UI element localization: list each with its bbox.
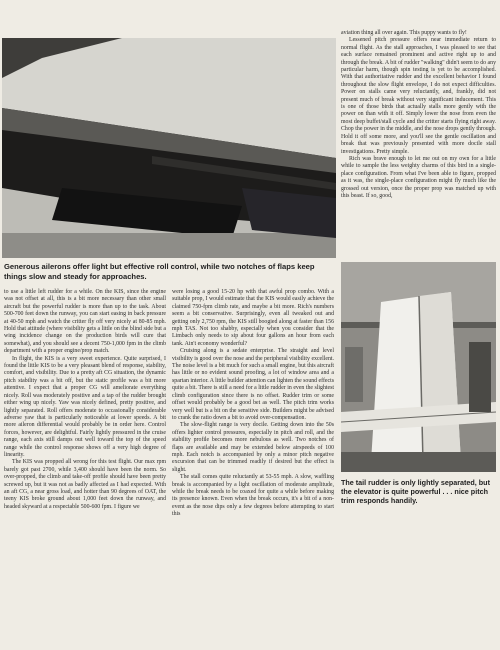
- wing-photo-graphic: [2, 38, 336, 258]
- article-column-1: [4, 289, 166, 511]
- article-column-2: [172, 289, 334, 519]
- paragraph: were losing a good 15-20 hp with that awful prop combo. With a suitable prop, I would estimate that the KIS would easily achieve the claimed 750-fpm climb rate, and maybe a bit more. Rich's numbers seem a bit conservative. Surprisingly, even all tweaked out and getting only 2,750 rpm, the KIS still boogied along at faster than 156 mph TAS. Not too shabby, especially when you consider that the Limbach only needs to sip about four gallons an hour from each tank. Ain't economy wonderful?: [172, 289, 334, 347]
- photo-caption-right: The tail rudder is only lightly separated, but the elevator is quite powerful . . . nice pitch trim responds handily.: [341, 478, 490, 506]
- paragraph: The stall comes quite reluctantly at 53-55 mph. A slow, waffling break is accompanied by a light oscillation of moderate amplitude, while the break needs to be coaxed for quite a while before making its presence known. Even when the break occurs, it's a bit of a non-event as the nose dips only a few degrees before attempting to start this: [172, 474, 334, 518]
- paragraph: Rich was brave enough to let me out on my own for a little while to sample the less weighty charms of this bird in a single-place configuration. From what I've been able to figure, propped as it was, the single-place configuration might fly much like the grossed out version, once the proper prop was matched up with this beast. If so, good,: [341, 155, 496, 199]
- paragraph: The KIS was propped all wrong for this test flight. Our max rpm barely got past 2700, while 3,400 should have been the norm. So over-propped, the climb and take-off profile should have been pretty screwed up, but it was not as badly affected as I had expected. With an aft CG, a near gross load, and hotter than 90 degrees of OAT, the teeny KIS broke ground about 1,000 feet down the runway, and headed skyward at a respectable 500-600 fpm. I figure we: [4, 459, 166, 510]
- photo-caption-top: Generous ailerons offer light but effective roll control, while two notches of flaps keep things slow and steady for approaches.: [4, 262, 315, 281]
- wing-aileron-photo: [2, 38, 336, 258]
- paragraph: The slow-flight range is very docile. Getting down into the 50s offers lighter control pressures, especially in pitch and roll, and the stability profile becomes more nebulous as well. Two notches of flaps are available and may be extended below airspeeds of 100 mph. Each notch is accompanied by only a minor pitch negative excursion that can be trimmed readily if desired but the effect is slight.: [172, 422, 334, 473]
- paragraph: Lessened pitch pressure offers near immediate return to normal flight. As the stall approaches, I was pleased to see that each surface remained prominent and active right up to and through the break. A bit of rudder "walking" didn't seem to do any particular harm, though spin testing is yet to be accomplished. With that authoritative rudder and the excellent behavior I found throughout the slow flight envelope, I do not expect difficulties. Power on stalls came very reluctantly, and, frankly, did not present much of break without very significant inducement. This is one of those birds that actually stalls more gently with the power on than with it off. Simply lower the nose from even the most deep buffet/stall cycle and the critter starts flying right away. Chop the power in the middle, and the nose drops gently through. Hold it off some more, and you'll see the gentle oscillation and break that was previously presented with more docile stall investigations. Pretty simple.: [341, 37, 496, 155]
- paragraph: Cruising along is a sedate enterprise. The straight and level visibility is good over the nose and the peripheral visibility excellent. The noise level is a bit much for such a small engine, but this aircraft has little or no evident sound proofing, a lot of window area and a spartan interior. A little builder attention can lighten the sound effects quite a bit. There is still a need for a little rudder in even the slightest climb configuration since there is no offset. Rudder trim or some offset would probably be a good bet as well. The pitch trim works very well but is a bit on the sensitive side. Builders might be advised to crank the ratio down a bit to avoid over-compensation.: [172, 348, 335, 421]
- paragraph: aviation thing all over again. This puppy wants to fly!: [341, 30, 467, 36]
- article-column-3: [341, 30, 496, 200]
- tail-rudder-photo: [341, 262, 496, 472]
- tail-photo-graphic: [341, 262, 496, 472]
- paragraph: to use a little left rudder for a while. On the KIS, since the engine was not offset at all, this is a bit more necessary than other small aircraft but the powerful rudder is more than up to the task. About 500-700 feet down the runway, you can start easing in back pressure at 40-50 mph and watch the critter fly off very nicely at 80-85 mph. Hold that attitude (where visibility gets a little on the blind side but a wing incidence change on the production birds will cure that somewhat), and you should see a decent 750-1,000 fpm in the climb department with a proper engine/prop match.: [4, 289, 166, 355]
- paragraph: In flight, the KIS is a very sweet experience. Quite surprised, I found the little KIS to be a very pleasant blend of response, stability, comfort, and visibility. Due to a pretty aft CG situation, the dynamic pitch stability was a bit off, but the static profile was a bit more attentive. I expect that a proper CG will ameliorate everything nicely. Roll was moderately positive and a tap of the rudder brought either wing up nicely. Yaw was nicely defined, pretty positive, and lightly separated. Roll offers moderate to occasionally considerable adverse yaw that is particularly noticeable at lower speeds. A bit more aileron differential would probably be in order here. Control forces, however, are delightful. Fairly lightly pressured in the cruise range, each axis still damps out well toward the top of the speed range while the control response shows off a very high degree of linearity.: [4, 355, 166, 458]
